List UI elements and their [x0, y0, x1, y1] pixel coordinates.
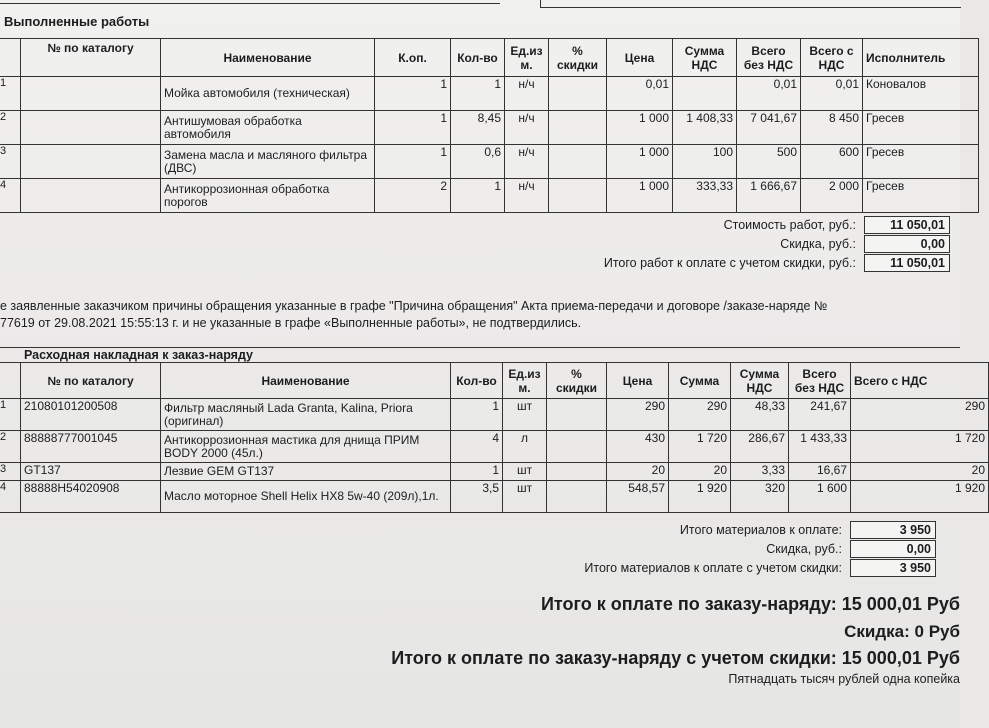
works-row-vat: 333,33 [673, 179, 737, 213]
materials-row-catalog: 88888777001045 [21, 431, 161, 463]
materials-table [0, 362, 989, 513]
materials-row-price: 20 [607, 463, 669, 481]
materials-total-value: 3 950 [850, 521, 936, 539]
works-row-executor: Гресев [863, 179, 979, 213]
works-row-kop: 1 [375, 145, 451, 179]
works-row-unit: н/ч [505, 111, 549, 145]
materials-row-qty: 3,5 [451, 481, 503, 513]
top-border-left [0, 0, 500, 4]
works-total-row [0, 254, 950, 272]
materials-header-unit: Ед.из м. [503, 363, 547, 399]
materials-header-qty: Кол-во [451, 363, 503, 399]
materials-header-total: Всего с НДС [851, 363, 989, 399]
materials-row-unit: шт [503, 463, 547, 481]
works-row-name: Мойка автомобиля (техническая) [161, 77, 375, 111]
materials-row-sum: 1 720 [669, 431, 731, 463]
materials-row-net: 1 433,33 [789, 431, 851, 463]
materials-row-catalog: 88888H54020908 [21, 481, 161, 513]
materials-row-discount [547, 463, 607, 481]
materials-total-value: 0,00 [850, 540, 936, 558]
materials-row-net: 1 600 [789, 481, 851, 513]
materials-header-catalog: № по каталогу [21, 363, 161, 399]
works-row-net: 1 666,67 [737, 179, 801, 213]
grand-total-line: Итого к оплате по заказу-наряду: 15 000,01 Руб [540, 594, 960, 614]
grand-total-words: Пятнадцать тысяч рублей одна копейка [728, 672, 960, 686]
works-row-catalog [21, 179, 161, 213]
works-totals [0, 216, 950, 272]
materials-row-unit: л [503, 431, 547, 463]
works-total-value: 0,00 [864, 235, 950, 253]
materials-row-total: 1 920 [851, 481, 989, 513]
note-line-1: е заявленные заказчиком причины обращения указанные в графе "Причина обращения" Акта приема-передачи и договоре /заказе-наряде № [0, 299, 828, 313]
materials-total-label: Итого материалов к оплате: [679, 523, 842, 537]
materials-row-discount [547, 399, 607, 431]
works-row-price: 1 000 [607, 179, 673, 213]
materials-row-sum: 290 [669, 399, 731, 431]
note-line-2: 77619 от 29.08.2021 15:55:13 г. и не указанные в графе «Выполненные работы», не подтвердились. [0, 316, 582, 330]
works-row-total: 0,01 [801, 77, 863, 111]
grand-total-with-discount-line: Итого к оплате по заказу-наряду с учетом скидки: 15 000,01 Руб [391, 648, 960, 668]
materials-row-catalog: GT137 [21, 463, 161, 481]
works-header-executor: Исполнитель [863, 39, 979, 77]
works-row-total: 600 [801, 145, 863, 179]
works-header-total: Всего с НДС [801, 39, 863, 77]
materials-header-row [0, 363, 989, 399]
materials-header-vat: Сумма НДС [731, 363, 789, 399]
works-total-row [0, 235, 950, 253]
works-header-kop: К.оп. [375, 39, 451, 77]
materials-row-number: 2 [0, 431, 21, 463]
materials-row-price: 430 [607, 431, 669, 463]
materials-total-row [0, 521, 936, 539]
top-border-right [540, 0, 961, 8]
works-total-label: Скидка, руб.: [780, 237, 856, 251]
works-row-discount [549, 77, 607, 111]
materials-total-row [0, 540, 936, 558]
works-row-qty: 8,45 [451, 111, 505, 145]
works-row-executor: Гресев [863, 145, 979, 179]
materials-row-discount [547, 431, 607, 463]
works-total-label: Стоимость работ, руб.: [723, 218, 856, 232]
works-row-name: Антикоррозионная обработка порогов [161, 179, 375, 213]
materials-header-sum: Сумма [669, 363, 731, 399]
works-total-value: 11 050,01 [864, 254, 950, 272]
materials-row-vat: 320 [731, 481, 789, 513]
materials-total-label: Итого материалов к оплате с учетом скидки: [584, 561, 842, 575]
materials-row-qty: 1 [451, 463, 503, 481]
works-row-name: Замена масла и масляного фильтра (ДВС) [161, 145, 375, 179]
materials-row-discount [547, 481, 607, 513]
works-row-vat [673, 77, 737, 111]
works-total-value: 11 050,01 [864, 216, 950, 234]
materials-total-row [0, 559, 936, 577]
works-row-net: 0,01 [737, 77, 801, 111]
works-row-vat: 100 [673, 145, 737, 179]
works-header-catalog: № по каталогу [21, 39, 161, 77]
materials-row-price: 548,57 [607, 481, 669, 513]
materials-header-price: Цена [607, 363, 669, 399]
top-border [0, 0, 960, 12]
works-row-number: 1 [0, 77, 21, 111]
works-row-total: 8 450 [801, 111, 863, 145]
materials-row-number: 1 [0, 399, 21, 431]
materials-row [0, 399, 989, 431]
materials-row [0, 431, 989, 463]
materials-row-name: Антикоррозионная мастика для днища ПРИМ BODY 2000 (45л.) [161, 431, 451, 463]
works-header-vat: Сумма НДС [673, 39, 737, 77]
works-table [0, 38, 979, 213]
works-row-kop: 1 [375, 77, 451, 111]
works-header-discount: % скидки [549, 39, 607, 77]
works-header-name: Наименование [161, 39, 375, 77]
works-row-number: 2 [0, 111, 21, 145]
works-header-price: Цена [607, 39, 673, 77]
note-text [0, 298, 960, 332]
materials-row-name: Фильтр масляный Lada Granta, Kalina, Priora (оригинал) [161, 399, 451, 431]
materials-row-qty: 4 [451, 431, 503, 463]
materials-row-vat: 48,33 [731, 399, 789, 431]
works-header-idx [0, 39, 21, 77]
works-row-price: 0,01 [607, 77, 673, 111]
works-row [0, 77, 979, 111]
materials-row-number: 4 [0, 481, 21, 513]
works-total-row [0, 216, 950, 234]
works-row-executor: Коновалов [863, 77, 979, 111]
materials-header-net: Всего без НДС [789, 363, 851, 399]
materials-row-catalog: 21080101200508 [21, 399, 161, 431]
materials-row-total: 1 720 [851, 431, 989, 463]
works-row-catalog [21, 111, 161, 145]
works-row-vat: 1 408,33 [673, 111, 737, 145]
materials-row-net: 16,67 [789, 463, 851, 481]
materials-totals [0, 521, 936, 577]
works-total-label: Итого работ к оплате с учетом скидки, руб.: [603, 256, 856, 270]
materials-row-name: Лезвие GEM GT137 [161, 463, 451, 481]
works-row-name: Антишумовая обработка автомобиля [161, 111, 375, 145]
works-row-discount [549, 145, 607, 179]
works-row-discount [549, 179, 607, 213]
works-section-title: Выполненные работы [4, 14, 150, 29]
materials-row-qty: 1 [451, 399, 503, 431]
works-row-price: 1 000 [607, 111, 673, 145]
materials-total-value: 3 950 [850, 559, 936, 577]
works-row-discount [549, 111, 607, 145]
works-row-qty: 1 [451, 77, 505, 111]
materials-total-label: Скидка, руб.: [766, 542, 842, 556]
works-header-qty: Кол-во [451, 39, 505, 77]
materials-row-net: 241,67 [789, 399, 851, 431]
works-row-total: 2 000 [801, 179, 863, 213]
works-row-executor: Гресев [863, 111, 979, 145]
materials-row-number: 3 [0, 463, 21, 481]
works-row-number: 4 [0, 179, 21, 213]
materials-row-unit: шт [503, 481, 547, 513]
works-row-qty: 0,6 [451, 145, 505, 179]
works-row-kop: 1 [375, 111, 451, 145]
materials-header-discount: % скидки [547, 363, 607, 399]
works-row-net: 500 [737, 145, 801, 179]
works-row [0, 111, 979, 145]
works-row [0, 179, 979, 213]
materials-row-price: 290 [607, 399, 669, 431]
works-header-unit: Ед.из м. [505, 39, 549, 77]
materials-header-idx [0, 363, 21, 399]
materials-section-title: Расходная накладная к заказ-наряду [24, 348, 254, 362]
materials-row-sum: 20 [669, 463, 731, 481]
materials-row-total: 290 [851, 399, 989, 431]
materials-row-total: 20 [851, 463, 989, 481]
materials-row-vat: 286,67 [731, 431, 789, 463]
works-row-qty: 1 [451, 179, 505, 213]
works-row [0, 145, 979, 179]
materials-header-name: Наименование [161, 363, 451, 399]
works-row-unit: н/ч [505, 145, 549, 179]
materials-row-name: Масло моторное Shell Helix HX8 5w-40 (209л),1л. [161, 481, 451, 513]
works-header-row [0, 39, 979, 77]
works-row-unit: н/ч [505, 77, 549, 111]
works-header-net: Всего без НДС [737, 39, 801, 77]
materials-row-unit: шт [503, 399, 547, 431]
works-row-kop: 2 [375, 179, 451, 213]
works-row-catalog [21, 145, 161, 179]
works-row-net: 7 041,67 [737, 111, 801, 145]
works-row-catalog [21, 77, 161, 111]
works-row-unit: н/ч [505, 179, 549, 213]
grand-discount-line: Скидка: 0 Руб [844, 622, 960, 641]
materials-row-sum: 1 920 [669, 481, 731, 513]
materials-row [0, 481, 989, 513]
materials-row-vat: 3,33 [731, 463, 789, 481]
works-row-number: 3 [0, 145, 21, 179]
works-row-price: 1 000 [607, 145, 673, 179]
materials-row [0, 463, 989, 481]
